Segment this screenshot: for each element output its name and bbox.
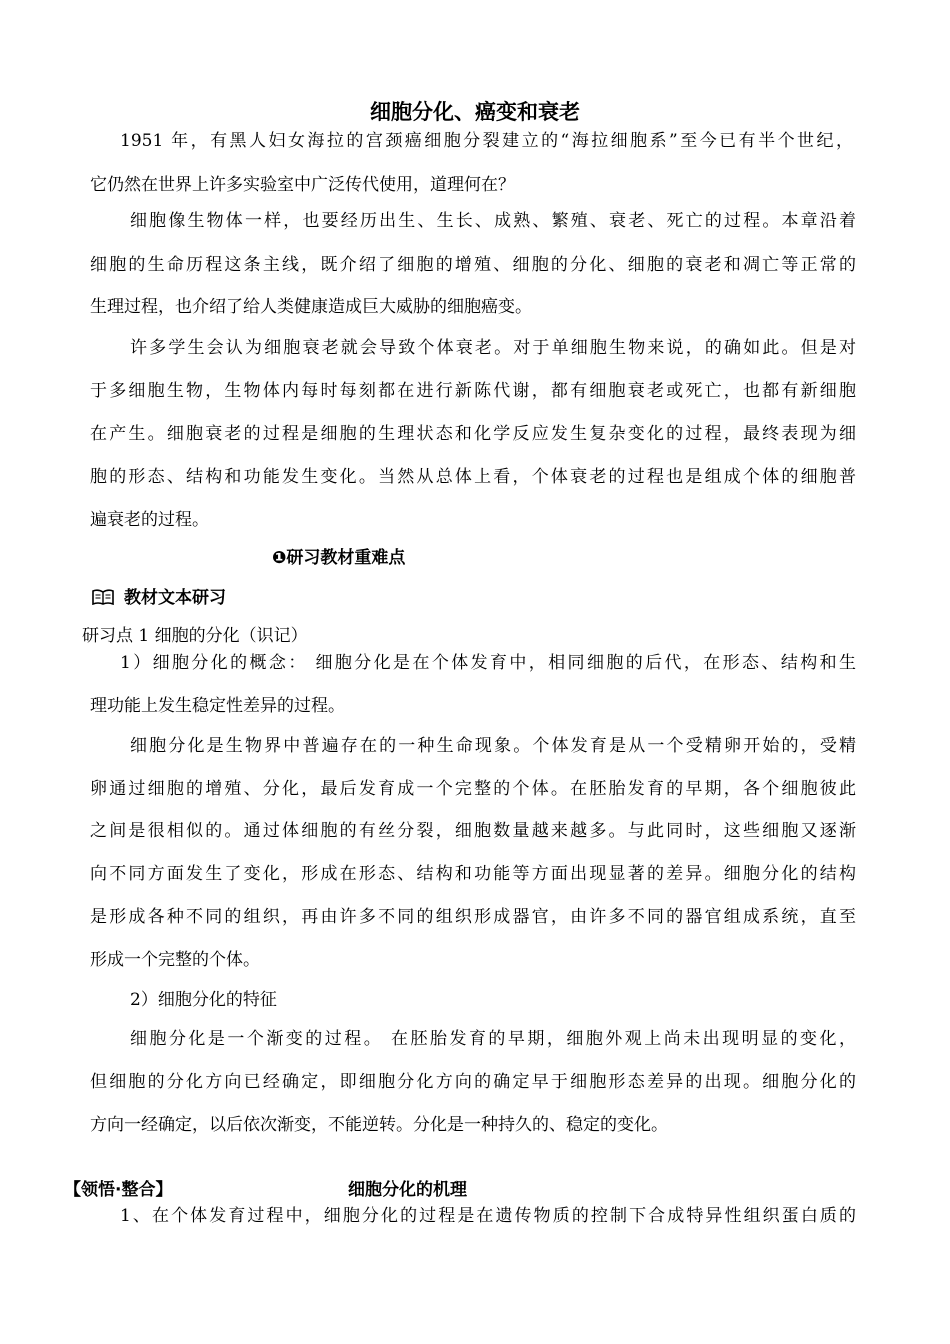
diff-line-1: 细胞分化是生物界中普遍存在的一种生命现象。个体发育是从一个受精卵开始的，受精 xyxy=(130,736,856,756)
lingwu-label: 【领悟·整合】 xyxy=(64,1180,173,1200)
feature-heading: 2）细胞分化的特征 xyxy=(130,990,277,1010)
concept-line-2: 理功能上发生稳定性差异的过程。 xyxy=(90,696,345,716)
intro-p3-line-2: 于多细胞生物，生物体内每时每刻都在进行新陈代谢，都有细胞衰老或死亡，也都有新细胞 xyxy=(90,381,856,401)
mechanism-line-1: 1、在个体发育过程中，细胞分化的过程是在遗传物质的控制下合成特异性组织蛋白质的 xyxy=(120,1206,856,1226)
intro-p2-line-1: 细胞像生物体一样，也要经历出生、生长、成熟、繁殖、衰老、死亡的过程。本章沿着 xyxy=(130,211,856,231)
mechanism-heading: 细胞分化的机理 xyxy=(348,1180,467,1200)
section-heading-textbook-study-label: 教材文本研习 xyxy=(124,588,226,608)
section-heading-key-points: ❶研习教材重难点 xyxy=(272,548,406,568)
diff-line-4: 向不同方面发生了变化，形成在形态、结构和功能等方面出现显著的差异。细胞分化的结构 xyxy=(90,864,856,884)
open-book-icon xyxy=(92,589,114,605)
diff-line-2: 卵通过细胞的增殖、分化，最后发育成一个完整的个体。在胚胎发育的早期，各个细胞彼此 xyxy=(90,779,856,799)
intro-p1-line-1: 1951 年，有黑人妇女海拉的宫颈癌细胞分裂建立的“海拉细胞系”至今已有半个世纪， xyxy=(120,131,853,151)
point-1-heading: 研习点 1 细胞的分化（识记） xyxy=(82,626,308,646)
section-heading-textbook-study xyxy=(92,587,226,609)
intro-p1-line-2: 它仍然在世界上许多实验室中广泛传代使用，道理何在？ xyxy=(90,175,515,195)
diff-line-6: 形成一个完整的个体。 xyxy=(90,950,260,970)
intro-p2-line-2: 细胞的生命历程这条主线，既介绍了细胞的增殖、细胞的分化、细胞的衰老和凋亡等正常的 xyxy=(90,255,856,275)
page-title: 细胞分化、癌变和衰老 xyxy=(370,100,580,124)
intro-p2-line-3: 生理过程，也介绍了给人类健康造成巨大威胁的细胞癌变。 xyxy=(90,297,532,317)
feature-line-1: 细胞分化是一个渐变的过程。 在胚胎发育的早期，细胞外观上尚未出现明显的变化， xyxy=(130,1029,856,1049)
feature-line-3: 方向一经确定，以后依次渐变，不能逆转。分化是一种持久的、稳定的变化。 xyxy=(90,1115,668,1135)
intro-p3-line-1: 许多学生会认为细胞衰老就会导致个体衰老。对于单细胞生物来说，的确如此。但是对 xyxy=(130,338,856,358)
concept-line-1: 1）细胞分化的概念： 细胞分化是在个体发育中，相同细胞的后代，在形态、结构和生 xyxy=(120,653,856,673)
diff-line-5: 是形成各种不同的组织，再由许多不同的组织形成器官，由许多不同的器官组成系统，直至 xyxy=(90,907,856,927)
feature-line-2: 但细胞的分化方向已经确定，即细胞分化方向的确定早于细胞形态差异的出现。细胞分化的 xyxy=(90,1072,856,1092)
intro-p3-line-3: 在产生。细胞衰老的过程是细胞的生理状态和化学反应发生复杂变化的过程，最终表现为细 xyxy=(90,424,856,444)
intro-p3-line-5: 遍衰老的过程。 xyxy=(90,510,209,530)
intro-p3-line-4: 胞的形态、结构和功能发生变化。当然从总体上看，个体衰老的过程也是组成个体的细胞普 xyxy=(90,467,856,487)
diff-line-3: 之间是很相似的。通过体细胞的有丝分裂，细胞数量越来越多。与此同时，这些细胞又逐渐 xyxy=(90,821,856,841)
